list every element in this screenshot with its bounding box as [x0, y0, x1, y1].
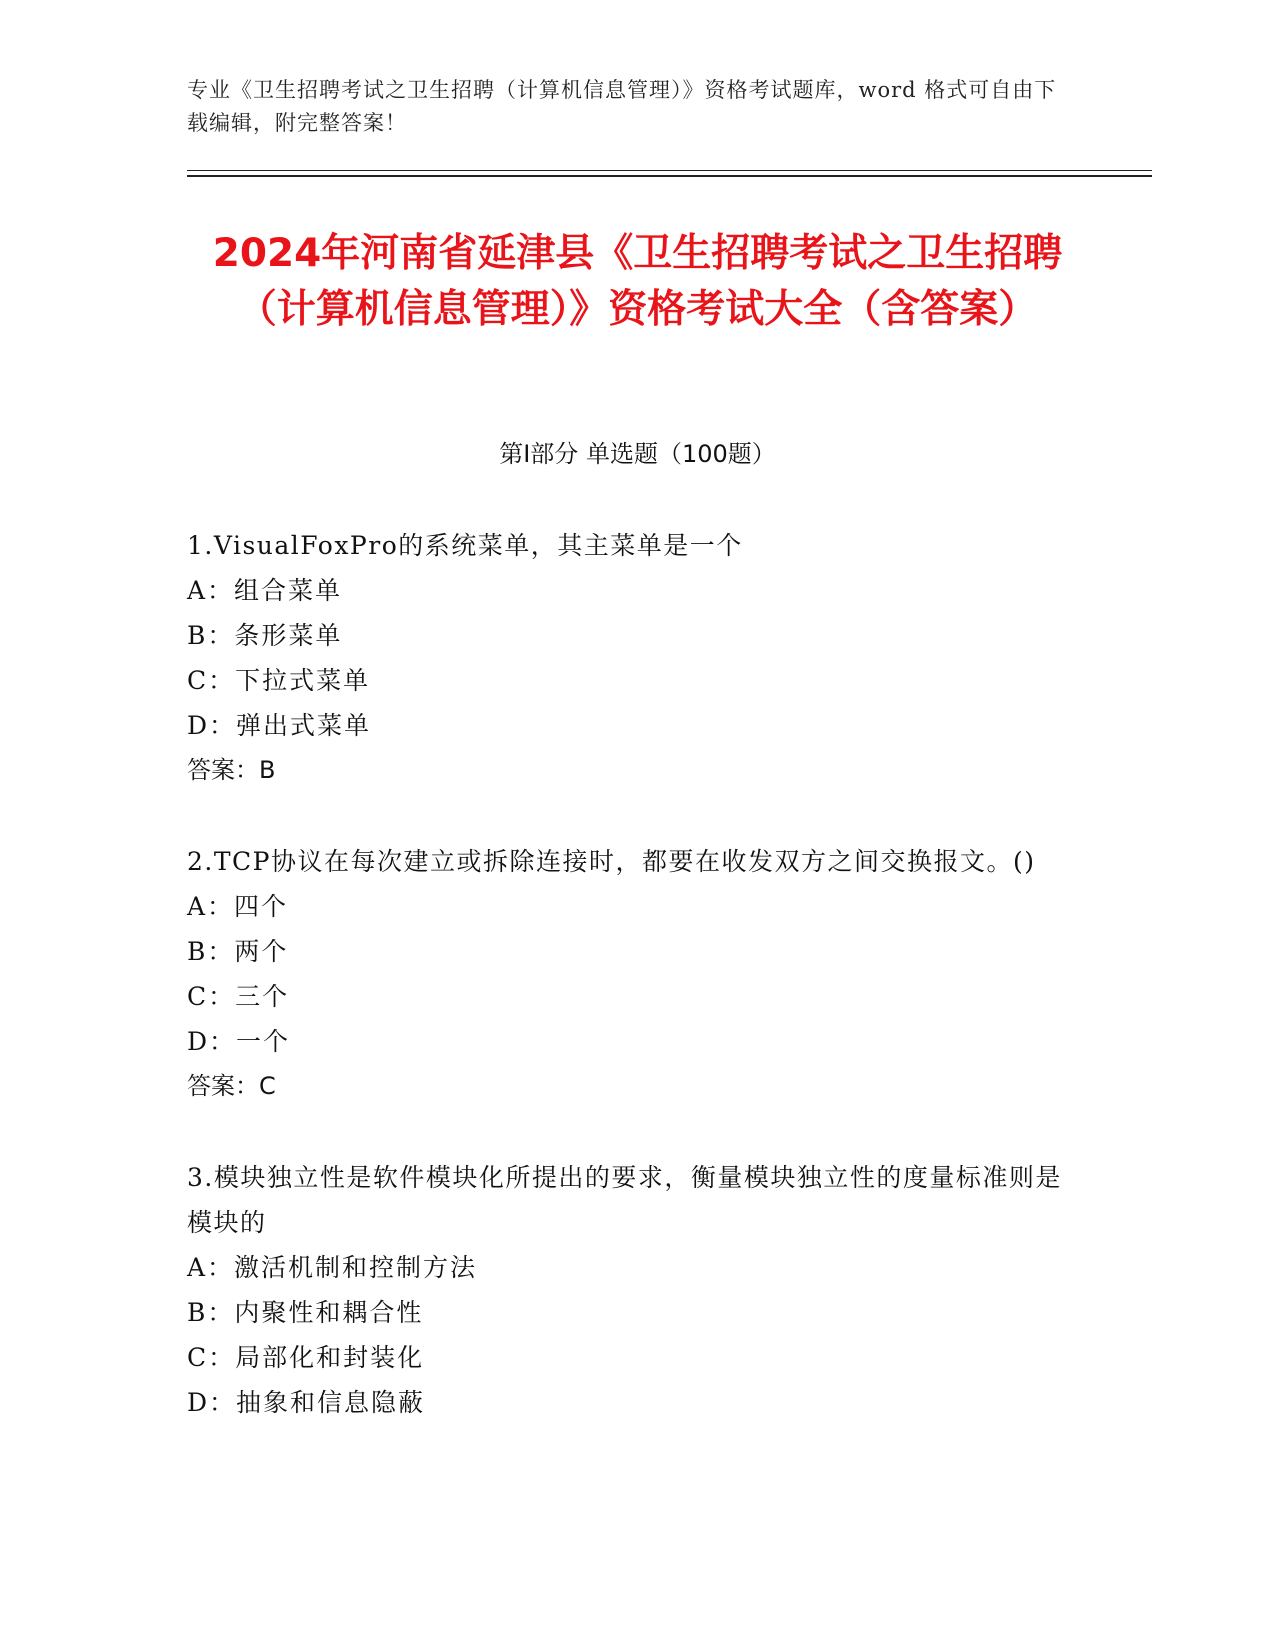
- question-stem: 1.VisualFoxPro的系统菜单，其主菜单是一个: [187, 531, 743, 560]
- header-divider-thick: [187, 175, 1152, 177]
- option-c: C：三个: [187, 982, 290, 1011]
- option-c: C：下拉式菜单: [187, 666, 371, 695]
- question-3: [187, 1155, 1067, 1425]
- question-1: [187, 523, 1067, 793]
- answer-label: 答案：B: [187, 756, 276, 784]
- answer-label: 答案：C: [187, 1072, 276, 1100]
- option-a: A：组合菜单: [187, 576, 343, 605]
- option-d: D：一个: [187, 1027, 291, 1056]
- option-b: B：条形菜单: [187, 621, 343, 650]
- option-c: C：局部化和封装化: [187, 1343, 425, 1372]
- option-b: B：两个: [187, 937, 289, 966]
- question-2: [187, 839, 1067, 1109]
- question-stem: 2.TCP协议在每次建立或拆除连接时，都要在收发双方之间交换报文。(): [187, 847, 1036, 876]
- header-divider-thin: [187, 170, 1152, 171]
- document-title: 2024年河南省延津县《卫生招聘考试之卫生招聘（计算机信息管理）》资格考试大全（含答案）: [212, 231, 1063, 332]
- header-note: 专业《卫生招聘考试之卫生招聘（计算机信息管理）》资格考试题库，word 格式可自由下载编辑，附完整答案！: [187, 78, 1057, 135]
- question-list: [187, 523, 1067, 1471]
- section-heading: 第Ⅰ部分 单选题（100题）: [499, 440, 776, 468]
- option-d: D：抽象和信息隐蔽: [187, 1388, 426, 1417]
- option-a: A：四个: [187, 892, 289, 921]
- option-a: A：激活机制和控制方法: [187, 1253, 478, 1282]
- question-stem: 3.模块独立性是软件模块化所提出的要求，衡量模块独立性的度量标准则是模块的: [187, 1163, 1062, 1237]
- option-b: B：内聚性和耦合性: [187, 1298, 424, 1327]
- option-d: D：弹出式菜单: [187, 711, 372, 740]
